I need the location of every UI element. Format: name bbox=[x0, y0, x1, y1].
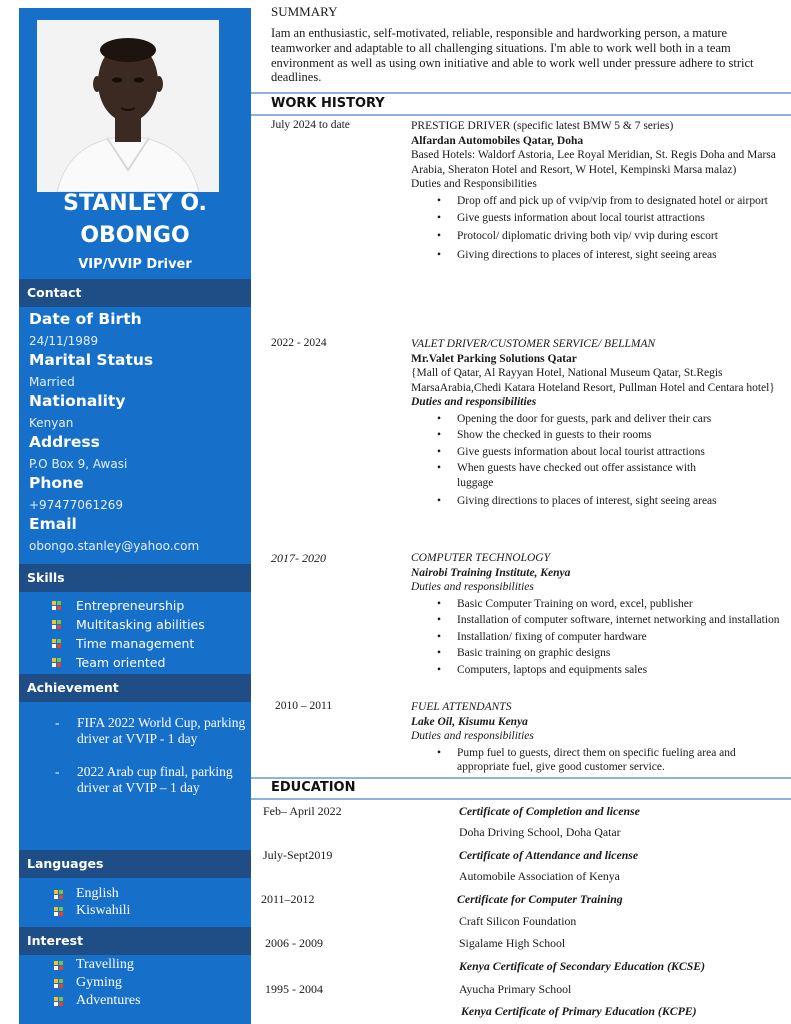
skill-label: Entrepreneurship bbox=[76, 598, 185, 613]
education-date: Feb– April 2022 bbox=[263, 804, 342, 818]
job-date: 2022 - 2024 bbox=[271, 337, 327, 349]
education-cert: Kenya Certificate of Primary Education (KCPE) bbox=[461, 1004, 697, 1018]
sidebar bbox=[19, 8, 251, 1024]
phone-value: +97477061269 bbox=[29, 498, 124, 512]
dob-value: 24/11/1989 bbox=[29, 334, 99, 348]
nationality-label: Nationality bbox=[29, 392, 126, 410]
duty-item: • Installation of computer software, internet networking and installation bbox=[437, 613, 791, 628]
contact-heading: Contact bbox=[19, 279, 251, 307]
duties-list bbox=[437, 746, 791, 775]
job-entry bbox=[411, 700, 791, 775]
skill-label: Time management bbox=[76, 636, 195, 651]
languages-heading: Languages bbox=[19, 850, 251, 878]
marital-status-label: Marital Status bbox=[29, 351, 154, 369]
duties-label: Duties and responsibilities bbox=[411, 730, 534, 742]
skill-label: Team oriented bbox=[76, 655, 166, 670]
duty-item: • Give guests information about local tourist attractions bbox=[437, 445, 791, 460]
language-label: Kiswahili bbox=[76, 903, 131, 918]
education-institution: Automobile Association of Kenya bbox=[459, 869, 620, 883]
duty-item: • Give guests information about local tourist attractions bbox=[437, 211, 791, 226]
duty-item: • Drop off and pick up of vvip/vip from to designated hotel or airport bbox=[437, 194, 791, 209]
duty-item: • When guests have checked out offer assistance with luggage bbox=[437, 461, 727, 490]
duty-item: • Giving directions to places of interest, sight seeing areas bbox=[437, 248, 791, 263]
duty-item: • Giving directions to places of interest, sight seeing areas bbox=[437, 494, 791, 509]
duties-label: Duties and Responsibilities bbox=[411, 178, 537, 190]
job-entry bbox=[411, 337, 791, 509]
bullet-marker-icon bbox=[54, 997, 63, 1006]
duties-list bbox=[437, 194, 791, 263]
bullet-marker-icon bbox=[52, 620, 61, 629]
education-cert: Certificate for Computer Training bbox=[457, 892, 623, 906]
job-entry bbox=[411, 551, 791, 677]
education-date: 1995 - 2004 bbox=[265, 982, 323, 996]
summary-text: Iam an enthusiastic, self-motivated, reliable, responsible and hardworking person, a mature teamworker and adaptable to all challenging situations. I'm able to work well both in a team environment as well as using own initiative and able to work well under pressure adhere to strict deadlines. bbox=[271, 26, 754, 85]
bullet-marker-icon bbox=[52, 601, 61, 610]
nationality-value: Kenyan bbox=[29, 416, 74, 430]
duty-item: • Protocol/ diplomatic driving both vip/ vvip during escort bbox=[437, 229, 737, 244]
bullet-marker-icon bbox=[52, 639, 61, 648]
email-label: Email bbox=[29, 515, 77, 533]
address-label: Address bbox=[29, 433, 100, 451]
phone-label: Phone bbox=[29, 474, 84, 492]
interest-label: Travelling bbox=[76, 957, 134, 972]
job-date: July 2024 to date bbox=[271, 119, 350, 131]
dob-label: Date of Birth bbox=[29, 310, 142, 328]
bullet-marker-icon bbox=[54, 961, 63, 970]
job-detail: {Mall of Qatar, Al Rayyan Hotel, National Museum Qatar, St.Regis MarsaArabia,Chedi Katara Hoteland Resort, Pullman Hotel and Centara hotel} bbox=[411, 367, 775, 394]
marital-status-value: Married bbox=[29, 375, 75, 389]
achievement-text: FIFA 2022 World Cup, parking driver at VVIP - 1 day bbox=[77, 715, 246, 746]
duties-list bbox=[437, 412, 791, 509]
divider bbox=[251, 798, 791, 800]
education-institution: Doha Driving School, Doha Qatar bbox=[459, 825, 621, 839]
education-institution: Ayucha Primary School bbox=[459, 982, 572, 996]
job-org: Alfardan Automobiles Qatar, Doha bbox=[411, 134, 584, 147]
divider bbox=[251, 114, 791, 116]
job-org: Nairobi Training Institute, Kenya bbox=[411, 566, 571, 579]
interest-heading: Interest bbox=[19, 927, 251, 955]
duty-item: • Installation/ fixing of computer hardware bbox=[437, 630, 791, 645]
education-cert: Kenya Certificate of Secondary Education (KCSE) bbox=[459, 959, 706, 973]
divider bbox=[251, 92, 791, 94]
profile-photo bbox=[37, 20, 219, 192]
interest-label: Gyming bbox=[76, 975, 122, 990]
education-date: 2006 - 2009 bbox=[265, 936, 323, 950]
address-value: P.O Box 9, Awasi bbox=[29, 457, 128, 471]
education-date: 2011–2012 bbox=[261, 892, 315, 906]
job-date: 2010 – 2011 bbox=[275, 700, 333, 712]
education-institution: Sigalame High School bbox=[459, 936, 566, 950]
duties-label: Duties and responsibilities bbox=[411, 396, 537, 408]
duty-item: • Basic Computer Training on word, excel, publisher bbox=[437, 597, 791, 612]
education-institution: Craft Silicon Foundation bbox=[459, 914, 577, 928]
job-role: VIP/VVIP Driver bbox=[78, 257, 192, 272]
duty-item: • Opening the door for guests, park and deliver their cars bbox=[437, 412, 791, 427]
education-date: July-Sept2019 bbox=[263, 848, 333, 862]
last-name: OBONGO bbox=[80, 223, 190, 248]
first-name: STANLEY O. bbox=[63, 191, 207, 216]
dash-marker: - bbox=[55, 764, 60, 779]
job-entry bbox=[411, 119, 791, 263]
skill-label: Multitasking abilities bbox=[76, 617, 205, 632]
main-content bbox=[251, 0, 791, 1024]
dash-marker: - bbox=[55, 715, 60, 730]
job-title: COMPUTER TECHNOLOGY bbox=[411, 552, 550, 564]
duty-item: • Show the checked in guests to their rooms bbox=[437, 428, 791, 443]
achievement-text: 2022 Arab cup final, parking driver at VVIP – 1 day bbox=[77, 764, 233, 795]
person-portrait-icon bbox=[37, 20, 219, 192]
duties-list bbox=[437, 597, 791, 678]
bullet-marker-icon bbox=[54, 907, 63, 916]
duties-label: Duties and responsibilities bbox=[411, 581, 534, 593]
job-date: 2017- 2020 bbox=[271, 551, 326, 565]
job-detail: Based Hotels: Waldorf Astoria, Lee Royal Meridian, St. Regis Doha and Marsa Arabia, Sheraton Hotel and Resort, W Hotel, Kempinski Marsa malaz) bbox=[411, 149, 776, 176]
bullet-marker-icon bbox=[54, 979, 63, 988]
summary-heading: SUMMARY bbox=[271, 4, 338, 19]
job-org: Mr.Valet Parking Solutions Qatar bbox=[411, 352, 577, 365]
education-heading: EDUCATION bbox=[271, 780, 356, 795]
duty-item: • Basic training on graphic designs bbox=[437, 646, 791, 661]
language-label: English bbox=[76, 886, 119, 901]
bullet-marker-icon bbox=[54, 890, 63, 899]
education-cert: Certificate of Completion and license bbox=[459, 804, 640, 818]
job-org: Lake Oil, Kisumu Kenya bbox=[411, 715, 528, 728]
job-title: VALET DRIVER/CUSTOMER SERVICE/ BELLMAN bbox=[411, 338, 656, 350]
job-title: FUEL ATTENDANTS bbox=[411, 701, 512, 713]
duty-item: • Pump fuel to guests, direct them on specific fueling area and appropriate fuel, give good customer service. bbox=[437, 746, 791, 775]
email-value: obongo.stanley@yahoo.com bbox=[29, 539, 200, 553]
achievement-heading: Achievement bbox=[19, 674, 251, 702]
divider bbox=[251, 777, 791, 779]
work-history-heading: WORK HISTORY bbox=[271, 96, 385, 111]
education-cert: Certificate of Attendance and license bbox=[459, 848, 639, 862]
bullet-marker-icon bbox=[52, 658, 61, 667]
skills-heading: Skills bbox=[19, 564, 251, 592]
duty-item: • Computers, laptops and equipments sales bbox=[437, 663, 791, 678]
job-title: PRESTIGE DRIVER (specific latest BMW 5 & 7 series) bbox=[411, 120, 674, 132]
interest-label: Adventures bbox=[76, 993, 141, 1008]
